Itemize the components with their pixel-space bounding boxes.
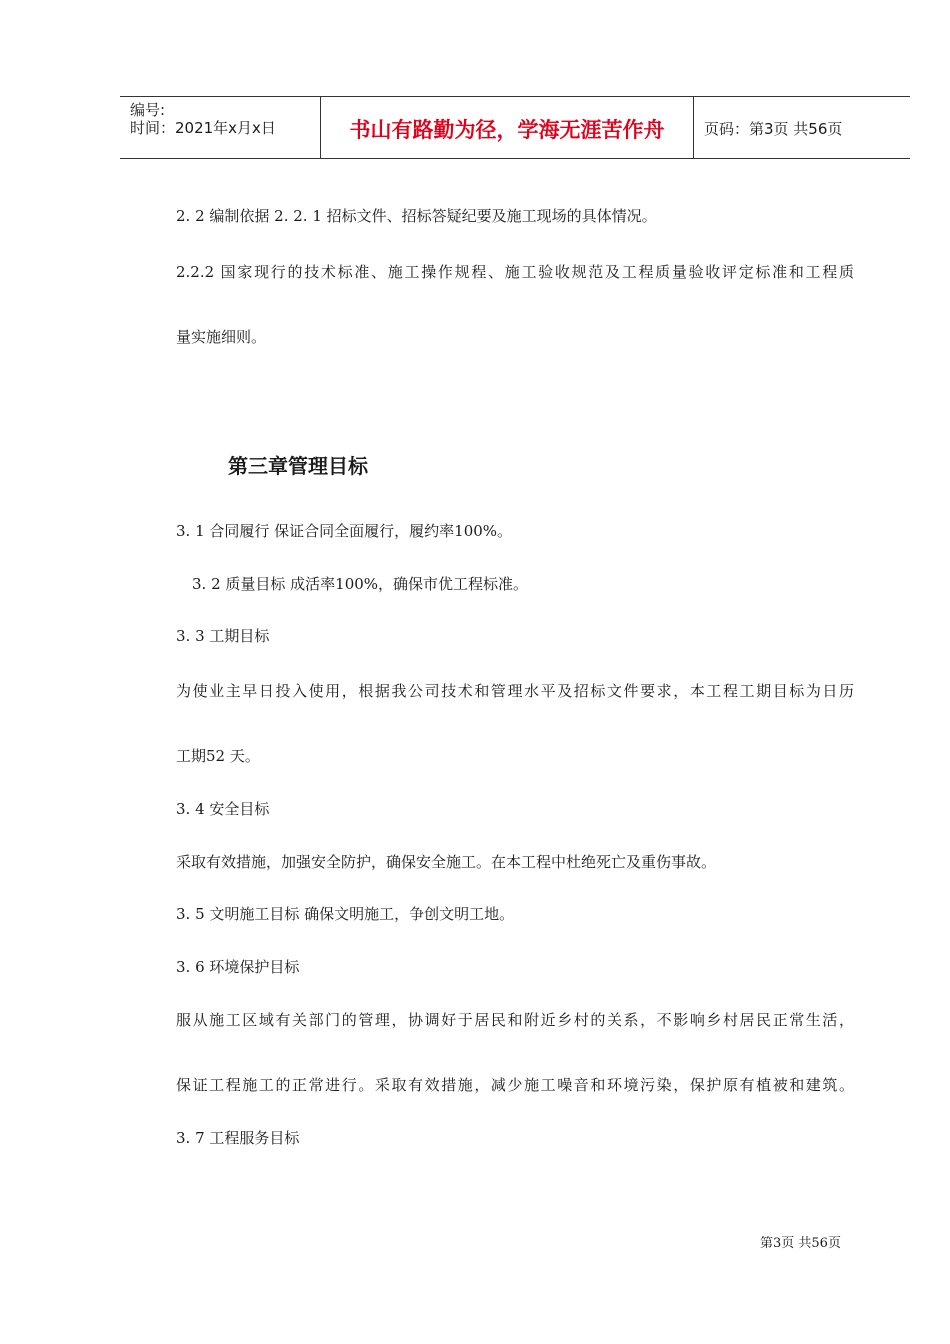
section-schedule-line2: 工期52 天。: [176, 747, 260, 765]
paragraph-standards-line1: 2.2.2 国家现行的技术标准、施工操作规程、施工验收规范及工程质量验收评定标准和工程质: [176, 263, 854, 281]
paragraph-standards-line2: 量实施细则。: [176, 328, 267, 346]
page-footer: 第3页 共56页: [760, 1236, 841, 1251]
section-environment-heading: 3. 6 环境保护目标: [176, 958, 300, 976]
paragraph-basis: 2. 2 编制依据 2. 2. 1 招标文件、招标答疑纪要及施工现场的具体情况。: [176, 207, 657, 225]
section-quality: 3. 2 质量目标 成活率100%，确保市优工程标准。: [192, 575, 529, 593]
section-schedule-heading: 3. 3 工期目标: [176, 627, 270, 645]
section-schedule-line1: 为使业主早日投入使用，根据我公司技术和管理水平及招标文件要求，本工程工期目标为日历: [176, 682, 854, 700]
section-environment-line2: 保证工程施工的正常进行。采取有效措施，减少施工噪音和环境污染，保护原有植被和建筑。: [176, 1076, 854, 1094]
header-motto: 书山有路勤为径，学海无涯苦作舟: [349, 118, 665, 142]
section-safety-heading: 3. 4 安全目标: [176, 800, 270, 818]
section-environment-line1: 服从施工区域有关部门的管理，协调好于居民和附近乡村的关系，不影响乡村居民正常生活，: [176, 1011, 854, 1029]
page-header-table: [120, 96, 910, 159]
header-page-cell: [694, 97, 910, 158]
document-number-label: 编号:: [130, 101, 166, 119]
section-service-heading: 3. 7 工程服务目标: [176, 1129, 300, 1147]
document-time-label: 时间：2021年x月x日: [130, 119, 276, 137]
header-meta-cell: [120, 97, 321, 158]
chapter-title: 第三章管理目标: [228, 454, 368, 478]
section-safety-body: 采取有效措施，加强安全防护，确保安全施工。在本工程中杜绝死亡及重伤事故。: [176, 853, 717, 871]
header-motto-cell: [321, 97, 694, 158]
header-page-info: 页码：第3页 共56页: [704, 120, 843, 138]
section-civilized: 3. 5 文明施工目标 确保文明施工，争创文明工地。: [176, 905, 515, 923]
section-contract: 3. 1 合同履行 保证合同全面履行，履约率100%。: [176, 522, 513, 540]
